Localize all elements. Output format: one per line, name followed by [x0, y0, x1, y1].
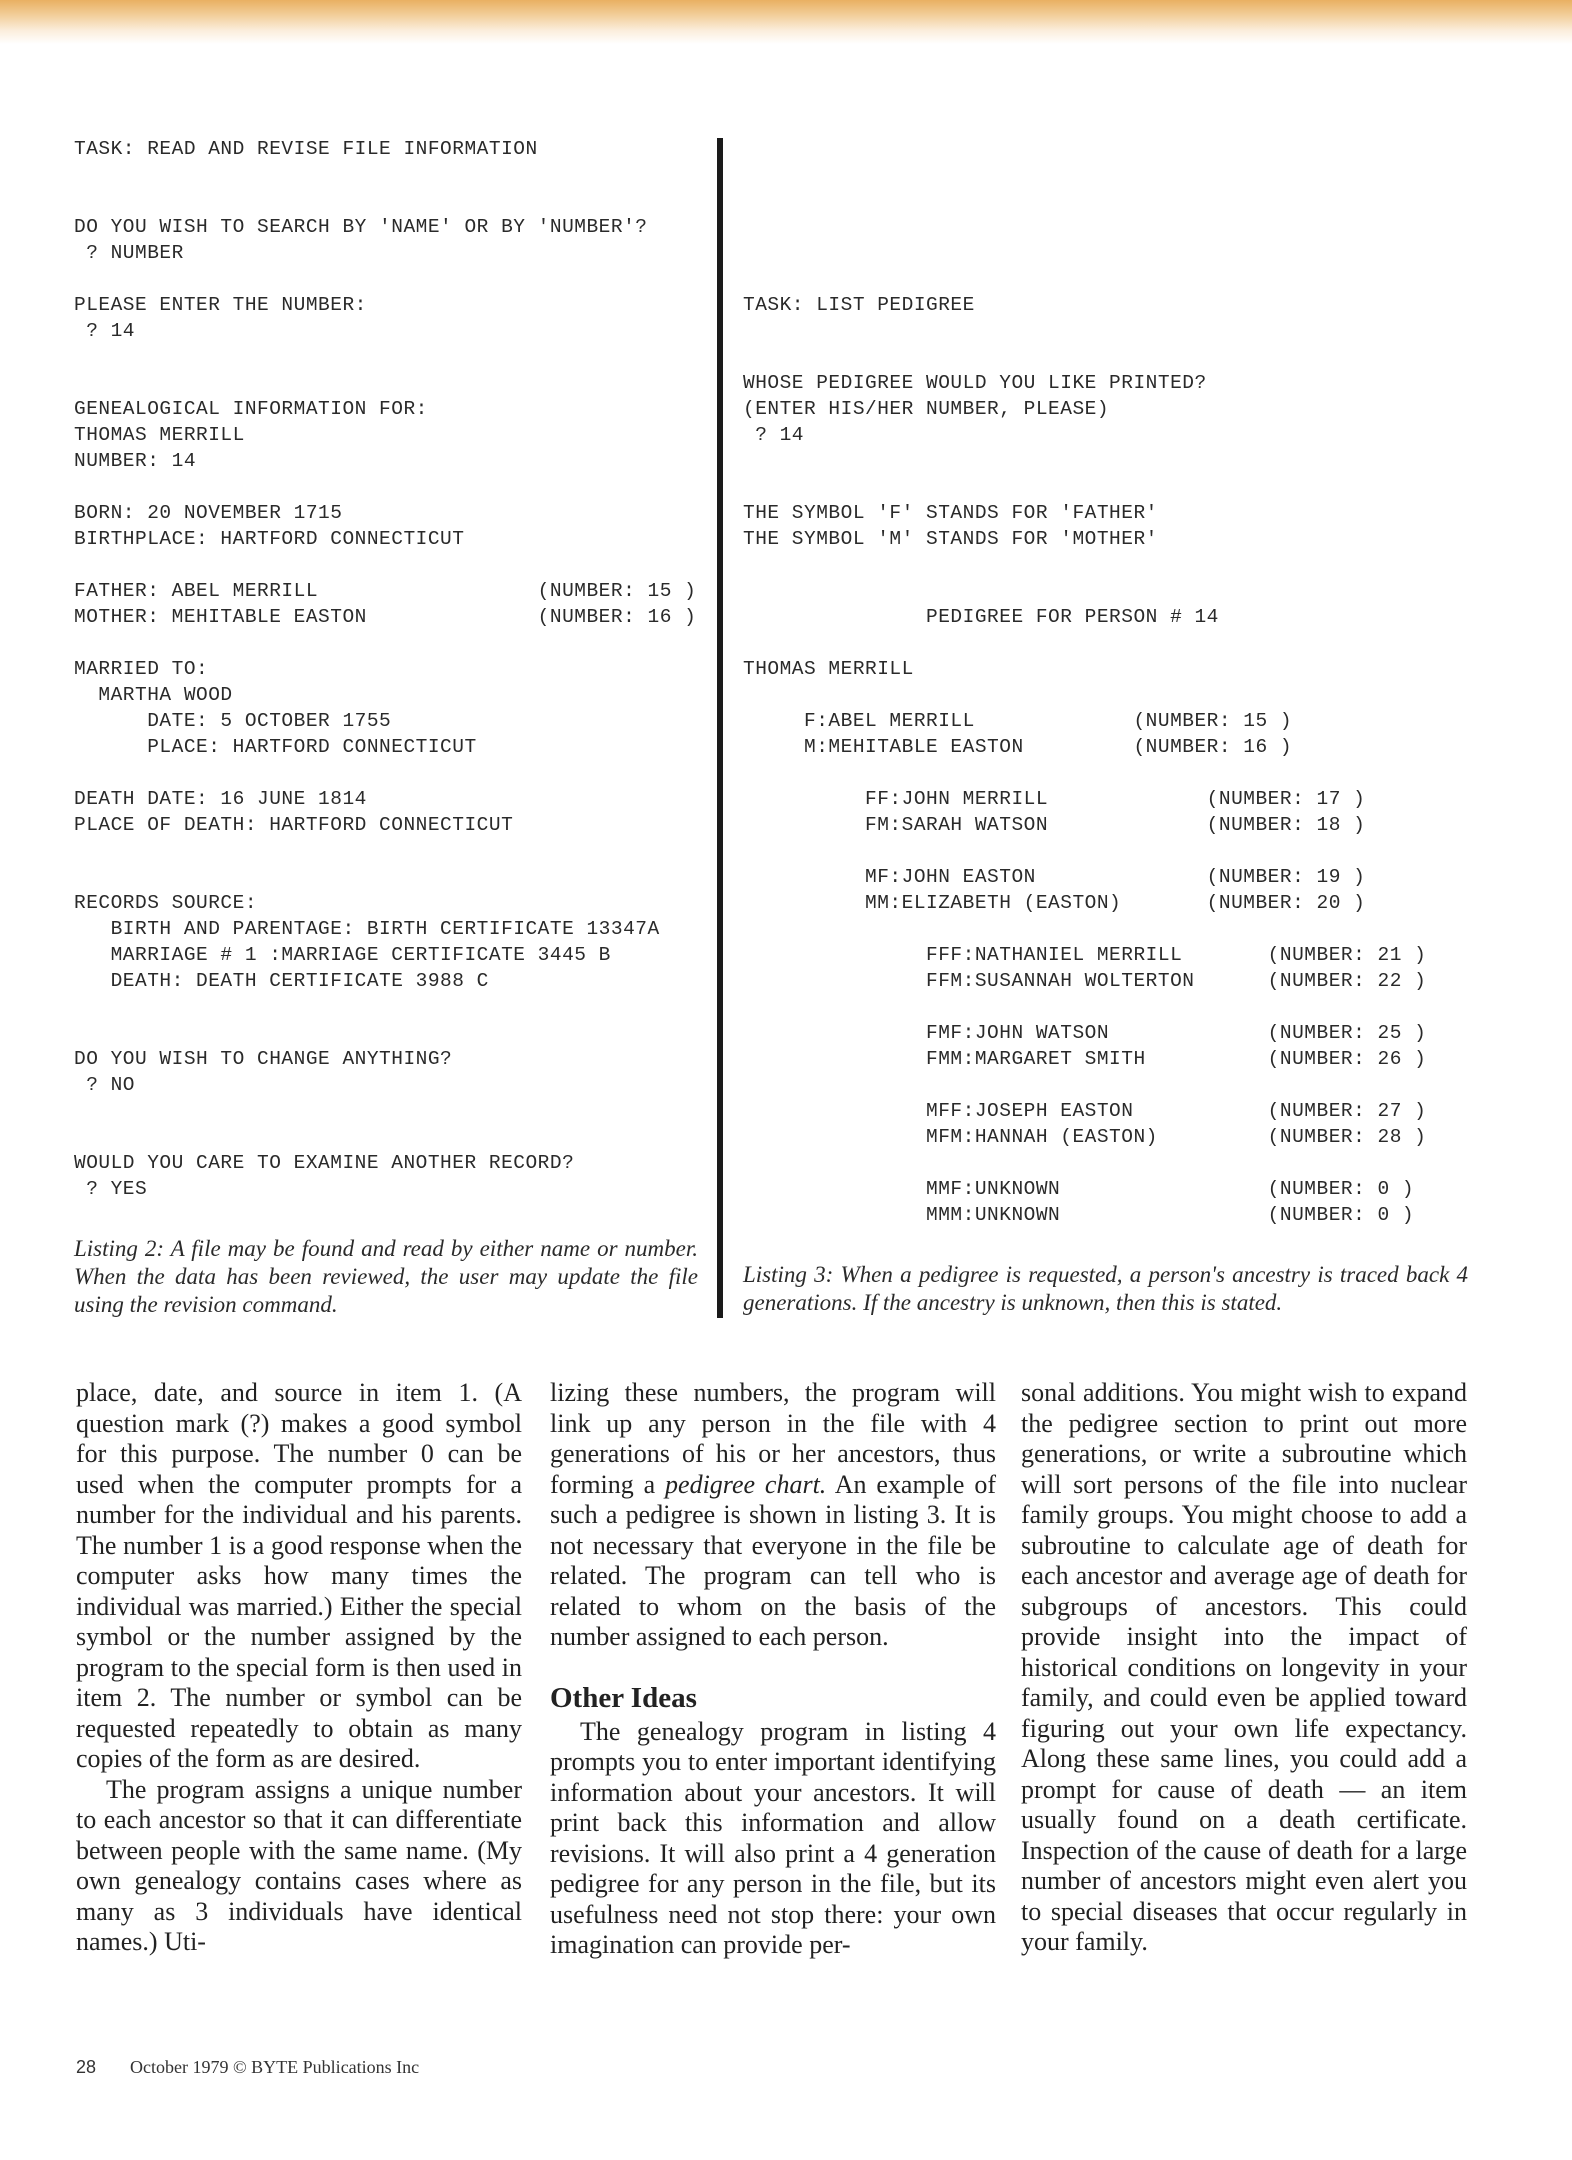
output-line: [74, 370, 696, 396]
output-line: DO YOU WISH TO CHANGE ANYTHING?: [74, 1048, 453, 1070]
output-line: [743, 1072, 1426, 1098]
listing-2-caption: Listing 2: A file may be found and read by either name or number. When the data has been reviewed, the user may update the file using the revision command.: [74, 1236, 698, 1317]
paragraph: The genealogy program in listing 4 prompts you to enter important identifying information about your ancestors. It will print back this information and allow revisions. It will also print a 4 generation pedigree for any person in the file, but its usefulness need not stop there: your own imagination can provide per-: [550, 1716, 996, 1959]
paragraph: The program assigns a unique number to each ancestor so that it can differentiate between people with the same name. (My own genealogy contains cases where as many as 3 individuals have identical names.) Uti-: [76, 1774, 522, 1956]
output-line: MF:JOHN EASTON (NUMBER: 19 ): [743, 866, 1366, 888]
output-line: [74, 474, 696, 500]
output-line: [74, 188, 696, 214]
output-line: [743, 552, 1426, 578]
output-line: [743, 448, 1426, 474]
listing-3-caption: Listing 3: When a pedigree is requested, a person's ancestry is traced back 4 generations. If the ancestry is unknown, then this is stated.: [743, 1262, 1468, 1315]
output-line: F:ABEL MERRILL (NUMBER: 15 ): [743, 710, 1293, 732]
output-line: [74, 266, 696, 292]
text-run: An example of such a pedigree is shown in listing 3. It is not necessary that everyone in the file be related. The program can tell who is related to whom on the basis of the number assigned to each person.: [550, 1469, 996, 1651]
output-line: MM:ELIZABETH (EASTON) (NUMBER: 20 ): [743, 892, 1366, 914]
body-column-1: [76, 1378, 522, 1958]
paragraph: [550, 1378, 996, 1653]
page-footer: [76, 2057, 419, 2078]
output-line: [74, 1098, 696, 1124]
output-line: BIRTH AND PARENTAGE: BIRTH CERTIFICATE 13347A: [74, 918, 660, 940]
section-heading-other-ideas: Other Ideas: [550, 1681, 697, 1714]
output-line: FATHER: ABEL MERRILL (NUMBER: 15 ): [74, 580, 697, 602]
output-line: WHOSE PEDIGREE WOULD YOU LIKE PRINTED?: [743, 372, 1207, 394]
output-line: ? NO: [74, 1074, 136, 1096]
page-number: 28: [76, 2057, 97, 2077]
output-line: [743, 578, 1426, 604]
listing-2-program-output: [74, 136, 696, 1202]
output-line: [74, 864, 696, 890]
output-line: [74, 1124, 696, 1150]
output-line: ? NUMBER: [74, 242, 184, 264]
output-line: THOMAS MERRILL: [743, 658, 914, 680]
listing-divider: [717, 138, 723, 1318]
output-line: RECORDS SOURCE:: [74, 892, 258, 914]
output-line: [743, 838, 1426, 864]
output-line: [74, 838, 696, 864]
output-line: [743, 474, 1426, 500]
emphasis-pedigree-chart: pedigree chart.: [665, 1469, 827, 1499]
output-line: MFM:HANNAH (EASTON) (NUMBER: 28 ): [743, 1126, 1427, 1148]
listing-3-program-output: [743, 292, 1426, 1228]
output-line: MOTHER: MEHITABLE EASTON (NUMBER: 16 ): [74, 606, 697, 628]
output-line: M:MEHITABLE EASTON (NUMBER: 16 ): [743, 736, 1293, 758]
output-line: TASK: LIST PEDIGREE: [743, 294, 975, 316]
output-line: [74, 1020, 696, 1046]
output-line: PLACE: HARTFORD CONNECTICUT: [74, 736, 477, 758]
output-line: ? YES: [74, 1178, 148, 1200]
output-line: WOULD YOU CARE TO EXAMINE ANOTHER RECORD?: [74, 1152, 575, 1174]
output-line: FMF:JOHN WATSON (NUMBER: 25 ): [743, 1022, 1427, 1044]
output-line: [74, 760, 696, 786]
output-line: BORN: 20 NOVEMBER 1715: [74, 502, 343, 524]
output-line: FF:JOHN MERRILL (NUMBER: 17 ): [743, 788, 1366, 810]
output-line: FMM:MARGARET SMITH (NUMBER: 26 ): [743, 1048, 1427, 1070]
output-line: PEDIGREE FOR PERSON # 14: [743, 606, 1219, 628]
output-line: DEATH: DEATH CERTIFICATE 3988 C: [74, 970, 489, 992]
output-line: [743, 916, 1426, 942]
output-line: MMM:UNKNOWN (NUMBER: 0 ): [743, 1204, 1415, 1226]
output-line: FM:SARAH WATSON (NUMBER: 18 ): [743, 814, 1366, 836]
output-line: MFF:JOSEPH EASTON (NUMBER: 27 ): [743, 1100, 1427, 1122]
output-line: [743, 994, 1426, 1020]
body-column-3: [1021, 1378, 1467, 1958]
output-line: MARTHA WOOD: [74, 684, 233, 706]
output-line: DATE: 5 OCTOBER 1755: [74, 710, 392, 732]
output-line: MARRIAGE # 1 :MARRIAGE CERTIFICATE 3445 B: [74, 944, 611, 966]
output-line: THE SYMBOL 'M' STANDS FOR 'MOTHER': [743, 528, 1158, 550]
output-line: BIRTHPLACE: HARTFORD CONNECTICUT: [74, 528, 465, 550]
output-line: [743, 318, 1426, 344]
output-line: THOMAS MERRILL: [74, 424, 245, 446]
output-line: MMF:UNKNOWN (NUMBER: 0 ): [743, 1178, 1415, 1200]
body-column-2: [550, 1378, 996, 1961]
output-line: FFM:SUSANNAH WOLTERTON (NUMBER: 22 ): [743, 970, 1427, 992]
paragraph: sonal additions. You might wish to expand the pedigree section to print out more generations, or write a subroutine which will sort persons of the file into nuclear family groups. You might choose to add a subroutine to calculate age of death for each ancestor and average age of death for subgroups of ancestors. This could provide insight into the impact of historical conditions on longevity in your family, and could even be applied toward figuring out your own life expectancy. Along these same lines, you could add a prompt for cause of death — an item usually found on a death certificate. Inspection of the cause of death for a large number of ancestors might even alert you to special diseases that occur regularly in your family.: [1021, 1378, 1467, 1956]
output-line: [74, 162, 696, 188]
output-line: [743, 630, 1426, 656]
output-line: FFF:NATHANIEL MERRILL (NUMBER: 21 ): [743, 944, 1427, 966]
output-line: ? 14: [743, 424, 805, 446]
footer-credit: October 1979 © BYTE Publications Inc: [130, 2057, 420, 2077]
output-line: [74, 344, 696, 370]
output-line: [743, 760, 1426, 786]
output-line: GENEALOGICAL INFORMATION FOR:: [74, 398, 428, 420]
output-line: DEATH DATE: 16 JUNE 1814: [74, 788, 367, 810]
output-line: PLEASE ENTER THE NUMBER:: [74, 294, 367, 316]
output-line: DO YOU WISH TO SEARCH BY 'NAME' OR BY 'NUMBER'?: [74, 216, 648, 238]
output-line: THE SYMBOL 'F' STANDS FOR 'FATHER': [743, 502, 1158, 524]
output-line: [743, 344, 1426, 370]
output-line: MARRIED TO:: [74, 658, 209, 680]
output-line: ? 14: [74, 320, 136, 342]
output-line: PLACE OF DEATH: HARTFORD CONNECTICUT: [74, 814, 514, 836]
paragraph: place, date, and source in item 1. (A question mark (?) makes a good symbol for this purpose. The number 0 can be used when the computer prompts for a number for the individual and his parents. The number 1 is a good response when the computer asks how many times the individual was married.) Either the special symbol or the number assigned by the program to the special form is then used in item 2. The number or symbol can be requested repeatedly to obtain as many copies of the form as are desired.: [76, 1378, 522, 1773]
output-line: [743, 682, 1426, 708]
output-line: [74, 630, 696, 656]
output-line: [74, 552, 696, 578]
output-line: [743, 1150, 1426, 1176]
output-line: NUMBER: 14: [74, 450, 197, 472]
text-run: lizing these numbers, the program will link up any person in the file with 4 generations of his or her ancestors, thus forming a: [550, 1378, 996, 1499]
output-line: (ENTER HIS/HER NUMBER, PLEASE): [743, 398, 1110, 420]
output-line: TASK: READ AND REVISE FILE INFORMATION: [74, 138, 538, 160]
output-line: [74, 994, 696, 1020]
top-color-band: [0, 0, 1572, 44]
